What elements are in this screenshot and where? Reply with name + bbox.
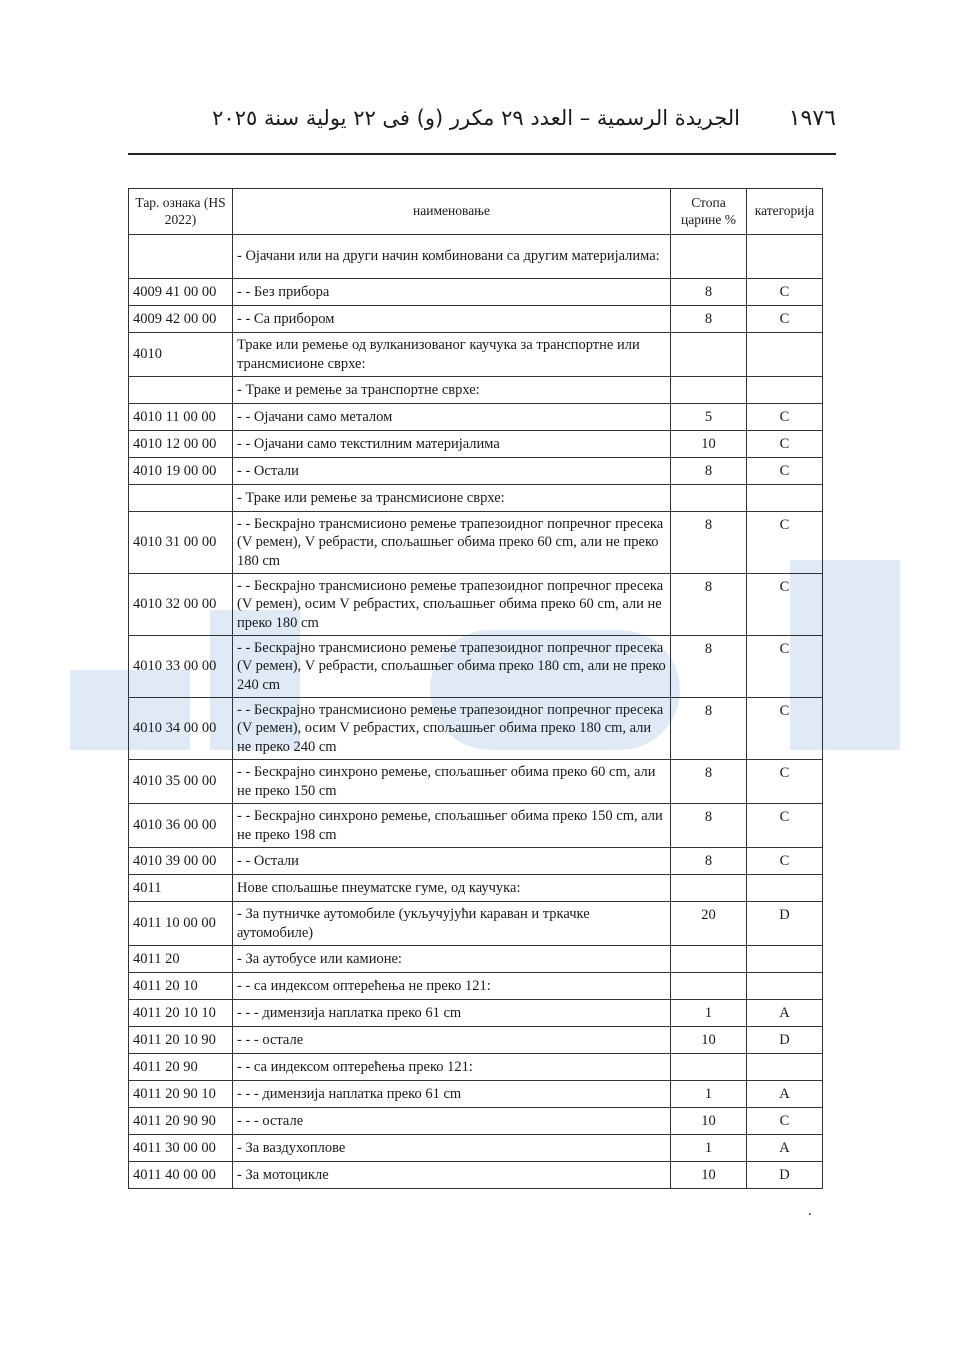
cell-rate: 1: [671, 1135, 747, 1162]
table-row: [129, 902, 823, 946]
cell-rate: 1: [671, 1000, 747, 1027]
table-row: [129, 458, 823, 485]
cell-category: [747, 1054, 823, 1081]
cell-description: - - са индексом оптерећења преко 121:: [233, 1054, 671, 1081]
table-row: [129, 760, 823, 804]
cell-code: 4010 11 00 00: [129, 404, 233, 431]
cell-category: [747, 973, 823, 1000]
tariff-table: [128, 188, 823, 1189]
col-header-category: категорија: [747, 189, 823, 235]
table-row: [129, 1162, 823, 1189]
cell-rate: 1: [671, 1081, 747, 1108]
cell-description: - - - остале: [233, 1027, 671, 1054]
cell-code: 4010 34 00 00: [129, 698, 233, 760]
cell-code: 4009 41 00 00: [129, 279, 233, 306]
cell-code: 4010 12 00 00: [129, 431, 233, 458]
cell-description: - - Остали: [233, 458, 671, 485]
cell-rate: 10: [671, 1108, 747, 1135]
cell-category: C: [747, 1108, 823, 1135]
cell-rate: 8: [671, 698, 747, 760]
cell-description: - - са индексом оптерећења не преко 121:: [233, 973, 671, 1000]
cell-description: - За путничке аутомобиле (укључујући караван и тркачке аутомобиле): [233, 902, 671, 946]
table-body: [129, 235, 823, 1189]
cell-rate: [671, 875, 747, 902]
cell-category: C: [747, 404, 823, 431]
cell-description: - - Бескрајно трансмисионо ремење трапезоидног попречног пресека (V ремен), V ребрасти, спољашњег обима преко 180 cm, али не преко 240 cm: [233, 636, 671, 698]
cell-category: C: [747, 804, 823, 848]
cell-rate: 8: [671, 279, 747, 306]
cell-description: - - Са прибором: [233, 306, 671, 333]
cell-rate: [671, 377, 747, 404]
cell-code: 4010 32 00 00: [129, 574, 233, 636]
cell-rate: 8: [671, 636, 747, 698]
col-header-code: Тар. ознака (HS 2022): [129, 189, 233, 235]
cell-category: D: [747, 1027, 823, 1054]
col-header-description: наименовање: [233, 189, 671, 235]
gazette-title: الجريدة الرسمية – العدد ٢٩ مكرر (و) فى ٢٢ يولية سنة ٢٠٢٥: [212, 106, 740, 130]
cell-code: 4011 20 90 10: [129, 1081, 233, 1108]
cell-category: A: [747, 1135, 823, 1162]
cell-description: - - Бескрајно трансмисионо ремење трапезоидног попречног пресека (V ремен), V ребрасти, спољашњег обима преко 60 cm, али не преко 180 cm: [233, 512, 671, 574]
cell-description: - - Бескрајно синхроно ремење, спољашњег обима преко 150 cm, али не преко 198 cm: [233, 804, 671, 848]
cell-description: - Траке и ремење за транспортне сврхе:: [233, 377, 671, 404]
col-header-rate: Стопа царине %: [671, 189, 747, 235]
cell-category: [747, 235, 823, 279]
cell-rate: [671, 333, 747, 377]
table-row: [129, 235, 823, 279]
table-row: [129, 875, 823, 902]
cell-category: C: [747, 279, 823, 306]
cell-code: 4011: [129, 875, 233, 902]
cell-category: C: [747, 458, 823, 485]
cell-code: 4011 10 00 00: [129, 902, 233, 946]
cell-code: 4011 30 00 00: [129, 1135, 233, 1162]
cell-category: [747, 946, 823, 973]
cell-category: C: [747, 760, 823, 804]
cell-code: 4011 20 90 90: [129, 1108, 233, 1135]
cell-code: 4009 42 00 00: [129, 306, 233, 333]
footer-mark: ٠: [806, 1207, 814, 1222]
cell-rate: 8: [671, 306, 747, 333]
cell-description: - За ваздухоплове: [233, 1135, 671, 1162]
cell-description: - - Остали: [233, 848, 671, 875]
header-rule: [128, 153, 836, 155]
cell-description: - - - димензија наплатка преко 61 cm: [233, 1000, 671, 1027]
table-row: [129, 431, 823, 458]
cell-category: C: [747, 698, 823, 760]
cell-description: - - - димензија наплатка преко 61 cm: [233, 1081, 671, 1108]
cell-rate: [671, 946, 747, 973]
cell-code: 4011 20: [129, 946, 233, 973]
cell-category: C: [747, 636, 823, 698]
cell-code: 4011 20 10 90: [129, 1027, 233, 1054]
cell-category: C: [747, 574, 823, 636]
cell-code: 4010: [129, 333, 233, 377]
cell-code: [129, 485, 233, 512]
cell-description: - - - остале: [233, 1108, 671, 1135]
cell-category: [747, 333, 823, 377]
cell-rate: 8: [671, 760, 747, 804]
cell-rate: [671, 485, 747, 512]
cell-rate: 8: [671, 574, 747, 636]
cell-code: 4011 20 10: [129, 973, 233, 1000]
cell-rate: [671, 973, 747, 1000]
table-row: [129, 1135, 823, 1162]
cell-category: C: [747, 848, 823, 875]
cell-code: [129, 235, 233, 279]
cell-code: 4011 20 10 10: [129, 1000, 233, 1027]
cell-category: D: [747, 902, 823, 946]
cell-category: C: [747, 512, 823, 574]
cell-rate: 8: [671, 458, 747, 485]
cell-rate: 10: [671, 431, 747, 458]
table-row: [129, 1000, 823, 1027]
table-row: [129, 306, 823, 333]
cell-code: [129, 377, 233, 404]
cell-description: - - Бескрајно трансмисионо ремење трапезоидног попречног пресека (V ремен), осим V ребрастих, спољашњег обима преко 180 cm, али не преко 240 cm: [233, 698, 671, 760]
page-number: ١٩٧٦: [788, 106, 836, 131]
cell-code: 4010 36 00 00: [129, 804, 233, 848]
cell-rate: 8: [671, 512, 747, 574]
table-row: [129, 636, 823, 698]
cell-category: D: [747, 1162, 823, 1189]
cell-code: 4011 20 90: [129, 1054, 233, 1081]
cell-category: A: [747, 1000, 823, 1027]
cell-description: Траке или ремење од вулканизованог каучука за транспортне или трансмисионе сврхе:: [233, 333, 671, 377]
page-header: [128, 104, 836, 152]
cell-category: C: [747, 431, 823, 458]
table-row: [129, 1081, 823, 1108]
table-row: [129, 333, 823, 377]
cell-code: 4011 40 00 00: [129, 1162, 233, 1189]
cell-rate: 8: [671, 804, 747, 848]
cell-category: [747, 377, 823, 404]
cell-description: - - Ојачани само металом: [233, 404, 671, 431]
table-row: [129, 973, 823, 1000]
table-row: [129, 279, 823, 306]
cell-description: Нове спољашње пнеуматске гуме, од каучука:: [233, 875, 671, 902]
cell-rate: 5: [671, 404, 747, 431]
table-row: [129, 1108, 823, 1135]
table-row: [129, 574, 823, 636]
cell-code: 4010 31 00 00: [129, 512, 233, 574]
cell-code: 4010 19 00 00: [129, 458, 233, 485]
cell-description: - За аутобусе или камионе:: [233, 946, 671, 973]
table-row: [129, 848, 823, 875]
cell-description: - За мотоцикле: [233, 1162, 671, 1189]
cell-rate: 10: [671, 1027, 747, 1054]
table-row: [129, 1054, 823, 1081]
cell-description: - Траке или ремење за трансмисионе сврхе:: [233, 485, 671, 512]
cell-description: - - Ојачани само текстилним материјалима: [233, 431, 671, 458]
cell-description: - - Без прибора: [233, 279, 671, 306]
table-row: [129, 1027, 823, 1054]
cell-rate: 10: [671, 1162, 747, 1189]
table-row: [129, 946, 823, 973]
table-row: [129, 698, 823, 760]
cell-code: 4010 35 00 00: [129, 760, 233, 804]
cell-rate: 8: [671, 848, 747, 875]
cell-rate: 20: [671, 902, 747, 946]
cell-category: [747, 875, 823, 902]
table-row: [129, 485, 823, 512]
cell-description: - Ојачани или на други начин комбиновани са другим материјалима:: [233, 235, 671, 279]
cell-code: 4010 39 00 00: [129, 848, 233, 875]
table-row: [129, 377, 823, 404]
table-row: [129, 404, 823, 431]
cell-rate: [671, 1054, 747, 1081]
cell-category: [747, 485, 823, 512]
table-row: [129, 804, 823, 848]
cell-description: - - Бескрајно трансмисионо ремење трапезоидног попречног пресека (V ремен), осим V ребрастих, спољашњег обима преко 60 cm, али не преко 180 cm: [233, 574, 671, 636]
cell-code: 4010 33 00 00: [129, 636, 233, 698]
table-row: [129, 512, 823, 574]
cell-category: C: [747, 306, 823, 333]
cell-category: A: [747, 1081, 823, 1108]
cell-rate: [671, 235, 747, 279]
cell-description: - - Бескрајно синхроно ремење, спољашњег обима преко 60 cm, али не преко 150 cm: [233, 760, 671, 804]
